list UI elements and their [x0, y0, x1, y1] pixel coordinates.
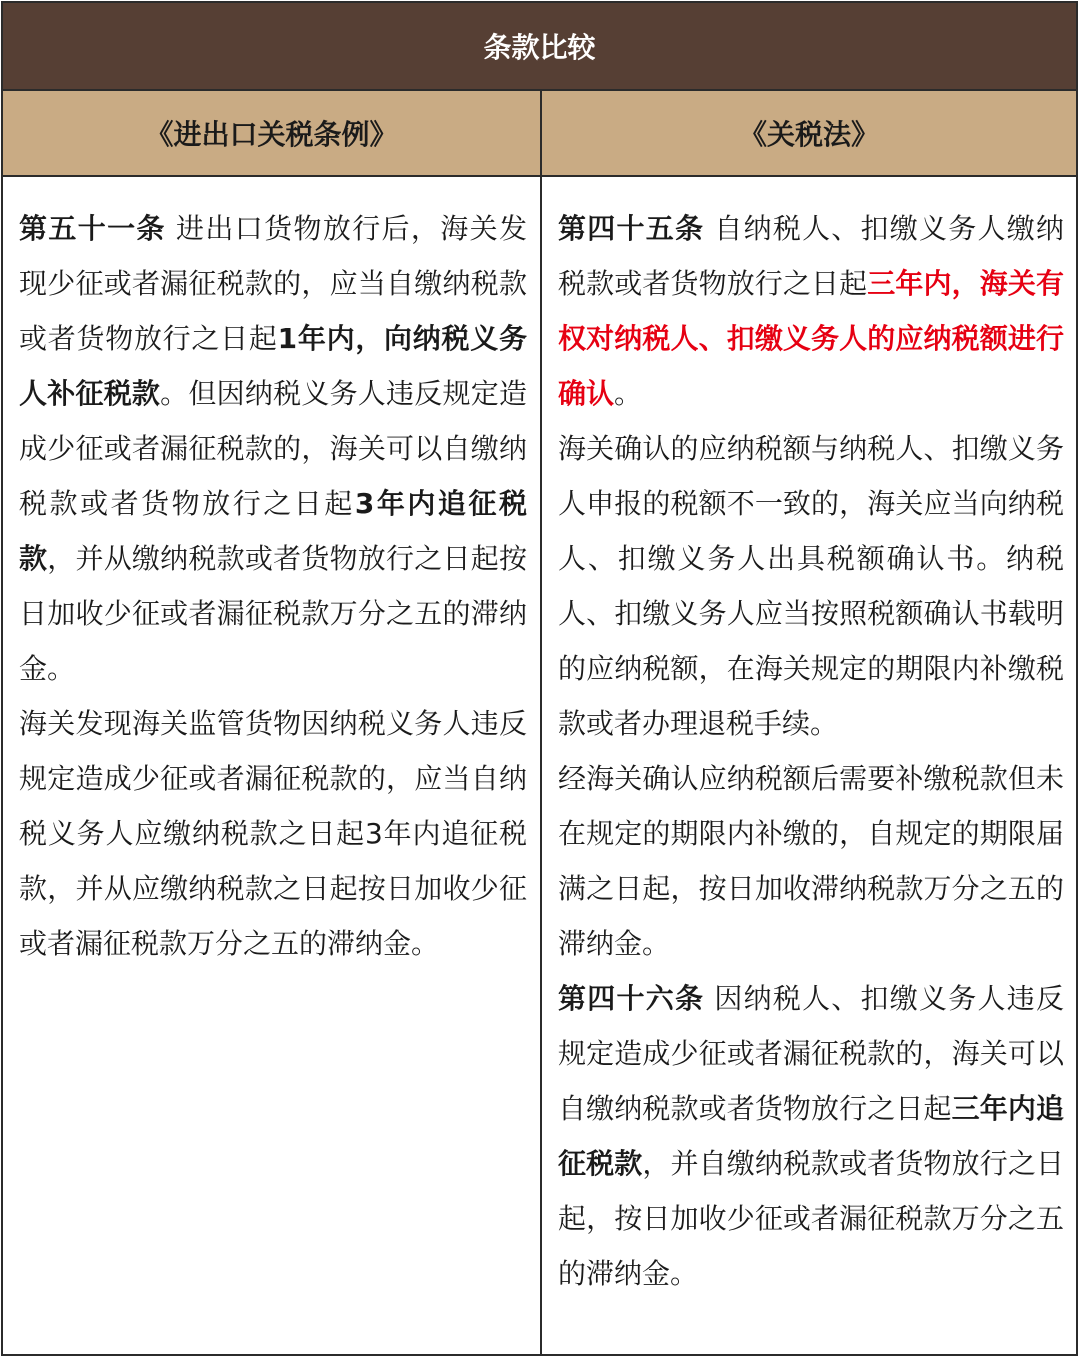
old-regulation-cell — [19, 179, 527, 971]
article-51-paragraph-2: 海关发现海关监管货物因纳税义务人违反规定造成少征或者漏征税款的，应当自纳税义务人应缴纳税款之日起3年内追征税款，并从应缴纳税款之日起按日加收少征或者漏征税款万分之五的滞纳金。 — [19, 707, 527, 960]
article-45-text-2: 。 — [614, 377, 643, 410]
article-51-text-2: 。但因纳税义务人违反规定造成少征或者漏征税款的，海关可以自缴纳税款或者货物放行之日起 — [19, 377, 527, 520]
header-customs-law: 《关税法》 — [738, 118, 879, 151]
article-45-paragraph-2: 海关确认的应纳税额与纳税人、扣缴义务人申报的税额不一致的，海关应当向纳税人、扣缴义务人出具税额确认书。纳税人、扣缴义务人应当按照税额确认书载明的应纳税额，在海关规定的期限内补缴税款或者办理退税手续。 — [558, 432, 1064, 740]
table-title: 条款比较 — [3, 3, 1076, 91]
article-46-paragraph — [558, 971, 1064, 1301]
header-old-regulation: 《进出口关税条例》 — [145, 118, 398, 151]
article-45-paragraph — [558, 201, 1064, 421]
article-46-label: 第四十六条 — [558, 982, 705, 1015]
article-51-bold-2: 3年内追征税款 — [19, 487, 527, 575]
article-45-paragraph-3: 经海关确认应纳税额后需要补缴税款但未在规定的期限内补缴的，自规定的期限届满之日起，按日加收滞纳税款万分之五的滞纳金。 — [558, 762, 1064, 960]
article-46-text-1: 因纳税人、扣缴义务人违反规定造成少征或者漏征税款的，海关可以自缴纳税款或者货物放行之日起 — [558, 982, 1064, 1125]
article-46-text-2: ，并自缴纳税款或者货物放行之日起，按日加收少征或者漏征税款万分之五的滞纳金。 — [558, 1147, 1064, 1290]
article-45-label: 第四十五条 — [558, 212, 705, 245]
customs-law-cell — [558, 179, 1064, 1301]
article-51-text-1: 进出口货物放行后，海关发现少征或者漏征税款的，应当自缴纳税款或者货物放行之日起 — [19, 212, 527, 355]
article-51-bold-1: 1年内，向纳税义务人补征税款 — [19, 322, 527, 410]
article-46-bold: 三年内追征税款 — [558, 1092, 1064, 1180]
column-divider — [540, 91, 542, 1356]
article-51-label: 第五十一条 — [19, 212, 166, 245]
article-45-highlight: 三年内，海关有权对纳税人、扣缴义务人的应纳税额进行确认 — [558, 267, 1064, 410]
comparison-table — [1, 1, 1078, 1356]
article-51-paragraph — [19, 201, 527, 696]
article-51-text-3: ，并从缴纳税款或者货物放行之日起按日加收少征或者漏征税款万分之五的滞纳金。 — [19, 542, 527, 685]
article-45-text-1: 自纳税人、扣缴义务人缴纳税款或者货物放行之日起 — [558, 212, 1064, 300]
